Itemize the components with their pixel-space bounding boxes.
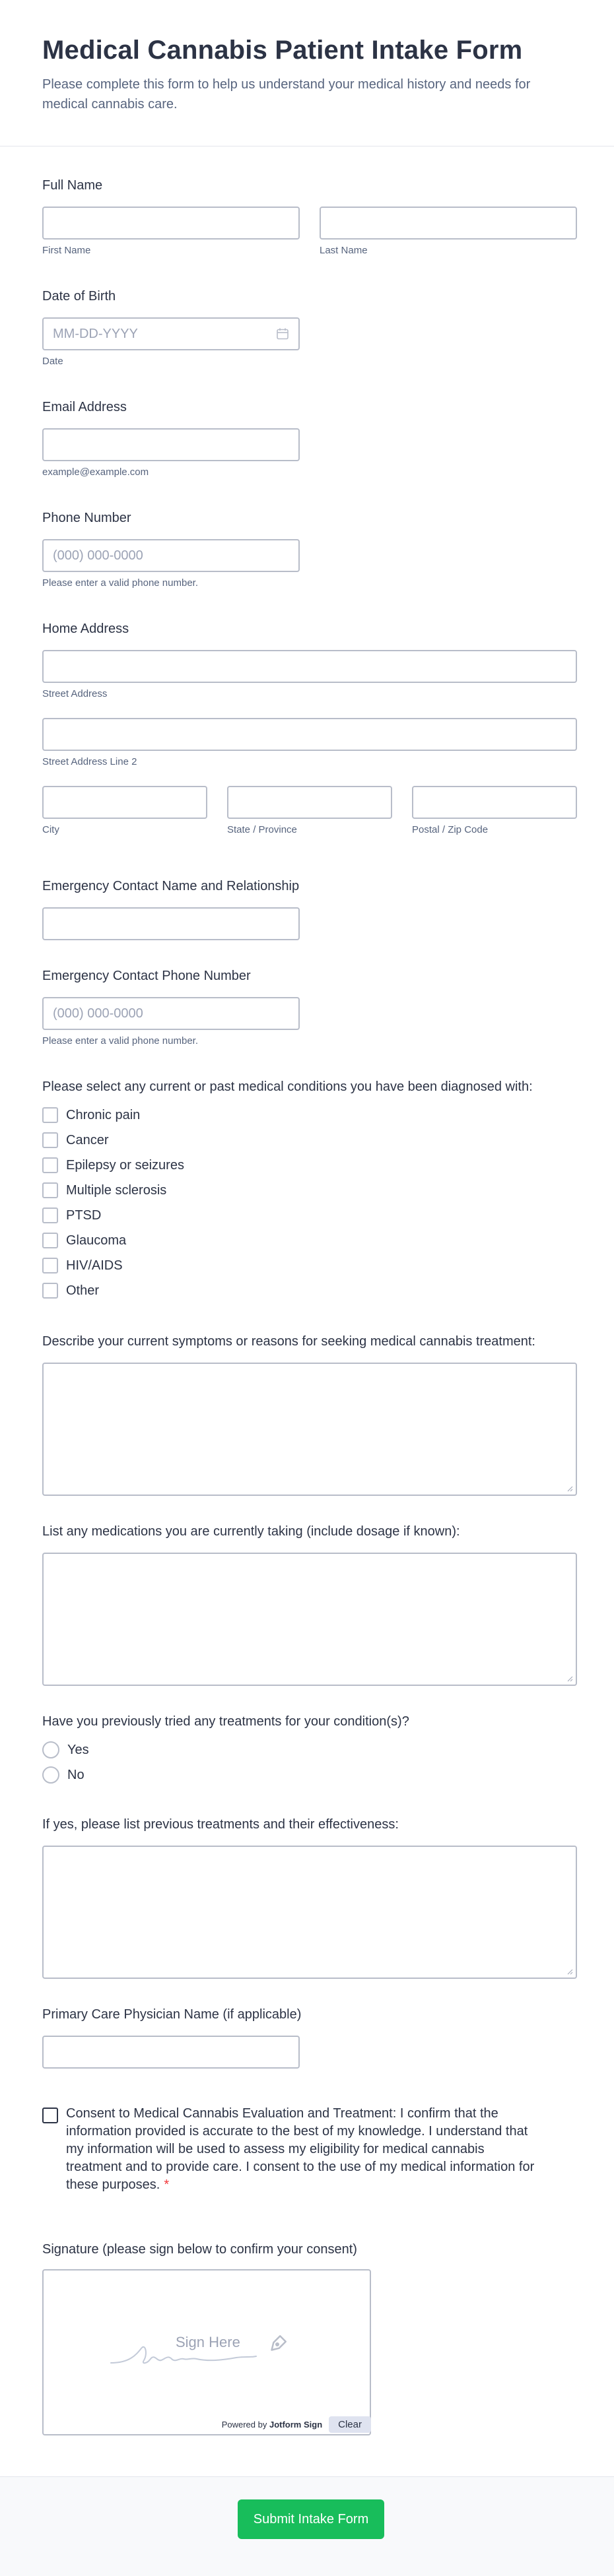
- checkbox[interactable]: [42, 1157, 58, 1173]
- dob-label: Date of Birth: [42, 289, 116, 304]
- condition-option[interactable]: PTSD: [42, 1203, 577, 1228]
- signature-placeholder: Sign Here: [176, 2334, 240, 2350]
- street-address-input[interactable]: [42, 650, 577, 683]
- checkbox[interactable]: [42, 1132, 58, 1148]
- emergency-contact-field: [42, 879, 577, 940]
- checkbox[interactable]: [42, 1283, 58, 1299]
- prev-treatments-field: [42, 1714, 577, 1787]
- condition-option[interactable]: Other: [42, 1278, 577, 1303]
- phone-input[interactable]: [42, 539, 300, 572]
- physician-input[interactable]: [42, 2036, 300, 2069]
- prev-list-label: If yes, please list previous treatments and their effectiveness:: [42, 1817, 399, 1832]
- emergency-contact-label: Emergency Contact Name and Relationship: [42, 879, 300, 893]
- checkbox[interactable]: [42, 1182, 58, 1198]
- signature-field: [42, 2242, 371, 2435]
- last-name-input[interactable]: [320, 207, 577, 240]
- emergency-contact-input[interactable]: [42, 907, 300, 940]
- form-title: Medical Cannabis Patient Intake Form: [42, 36, 523, 65]
- radio-option-yes[interactable]: Yes: [42, 1737, 577, 1762]
- emergency-phone-label: Emergency Contact Phone Number: [42, 969, 251, 983]
- clear-signature-button[interactable]: Clear: [329, 2416, 371, 2433]
- checkbox[interactable]: [42, 1233, 58, 1248]
- emergency-phone-sublabel: Please enter a valid phone number.: [42, 1035, 198, 1046]
- consent-field: [42, 2105, 577, 2194]
- condition-option[interactable]: Cancer: [42, 1128, 577, 1153]
- radio[interactable]: [42, 1766, 59, 1784]
- pen-icon: [264, 2331, 290, 2358]
- dob-sublabel: Date: [42, 356, 63, 367]
- resize-handle-icon[interactable]: [566, 1968, 573, 1975]
- street-address-sublabel: Street Address: [42, 688, 108, 699]
- prev-list-textarea[interactable]: [42, 1846, 577, 1979]
- checkbox[interactable]: [42, 1107, 58, 1123]
- phone-sublabel: Please enter a valid phone number.: [42, 577, 198, 589]
- email-field: [42, 400, 577, 478]
- emergency-phone-input[interactable]: [42, 997, 300, 1030]
- state-input[interactable]: [227, 786, 392, 819]
- condition-option[interactable]: Multiple sclerosis: [42, 1178, 577, 1203]
- radio-option-no[interactable]: No: [42, 1762, 577, 1787]
- jotform-sign-brand: Jotform Sign: [269, 2420, 323, 2430]
- dob-input[interactable]: [42, 317, 300, 350]
- medications-field: [42, 1524, 577, 1686]
- resize-handle-icon[interactable]: [566, 1675, 573, 1682]
- medications-label: List any medications you are currently taking (include dosage if known):: [42, 1524, 460, 1539]
- symptoms-textarea[interactable]: [42, 1363, 577, 1496]
- submit-button[interactable]: Submit Intake Form: [238, 2499, 384, 2539]
- last-name-sublabel: Last Name: [320, 245, 368, 256]
- emergency-phone-field: [42, 969, 577, 1046]
- calendar-icon[interactable]: [276, 327, 289, 340]
- condition-option[interactable]: HIV/AIDS: [42, 1253, 577, 1278]
- physician-field: [42, 2007, 577, 2069]
- city-input[interactable]: [42, 786, 207, 819]
- resize-handle-icon[interactable]: [566, 1485, 573, 1492]
- symptoms-field: [42, 1334, 577, 1496]
- conditions-field: [42, 1079, 577, 1303]
- dob-field: [42, 289, 577, 367]
- checkbox[interactable]: [42, 1208, 58, 1223]
- signature-label: Signature (please sign below to confirm your consent): [42, 2242, 357, 2257]
- address-field: [42, 622, 577, 835]
- phone-field: [42, 511, 577, 589]
- first-name-sublabel: First Name: [42, 245, 91, 256]
- condition-option[interactable]: Glaucoma: [42, 1228, 577, 1253]
- conditions-list: [42, 1103, 577, 1303]
- checkbox[interactable]: [42, 1258, 58, 1273]
- zip-sublabel: Postal / Zip Code: [412, 824, 489, 835]
- form-header: [0, 0, 614, 146]
- full-name-label: Full Name: [42, 178, 103, 193]
- phone-label: Phone Number: [42, 511, 131, 525]
- form-description: Please complete this form to help us understand your medical history and needs for medical cannabis care.: [42, 77, 531, 112]
- condition-option[interactable]: Chronic pain: [42, 1103, 577, 1128]
- prev-treatments-label: Have you previously tried any treatments for your condition(s)?: [42, 1714, 409, 1729]
- radio[interactable]: [42, 1741, 59, 1758]
- signature-pad[interactable]: [42, 2269, 371, 2435]
- email-sublabel: example@example.com: [42, 467, 149, 478]
- first-name-input[interactable]: [42, 207, 300, 240]
- email-input[interactable]: [42, 428, 300, 461]
- emergency-phone-placeholder: (000) 000-0000: [53, 1006, 143, 1021]
- zip-input[interactable]: [412, 786, 577, 819]
- dob-placeholder: MM-DD-YYYY: [53, 326, 138, 341]
- condition-option[interactable]: Epilepsy or seizures: [42, 1153, 577, 1178]
- prev-list-field: [42, 1817, 577, 1979]
- consent-label: Consent to Medical Cannabis Evaluation and Treatment: I confirm that the information provided is accurate to the best of my knowledge. I understand that my information will be used to assess my eligibility for medical cannabis treatment and to provide care. I consent to the use of my medical information for these purposes. *: [66, 2106, 535, 2192]
- physician-label: Primary Care Physician Name (if applicable): [42, 2007, 302, 2022]
- full-name-field: [42, 178, 577, 256]
- consent-checkbox[interactable]: [42, 2108, 58, 2123]
- medications-textarea[interactable]: [42, 1553, 577, 1686]
- email-label: Email Address: [42, 400, 127, 414]
- form-footer: [0, 2476, 614, 2576]
- powered-by-text: Powered by Jotform Sign: [221, 2420, 323, 2430]
- phone-placeholder: (000) 000-0000: [53, 548, 143, 563]
- street-address-2-sublabel: Street Address Line 2: [42, 756, 137, 767]
- street-address-2-input[interactable]: [42, 718, 577, 751]
- conditions-label: Please select any current or past medical conditions you have been diagnosed with:: [42, 1079, 533, 1094]
- required-mark: *: [164, 2177, 170, 2192]
- state-sublabel: State / Province: [227, 824, 297, 835]
- address-label: Home Address: [42, 622, 129, 636]
- city-sublabel: City: [42, 824, 59, 835]
- symptoms-label: Describe your current symptoms or reasons for seeking medical cannabis treatment:: [42, 1334, 535, 1349]
